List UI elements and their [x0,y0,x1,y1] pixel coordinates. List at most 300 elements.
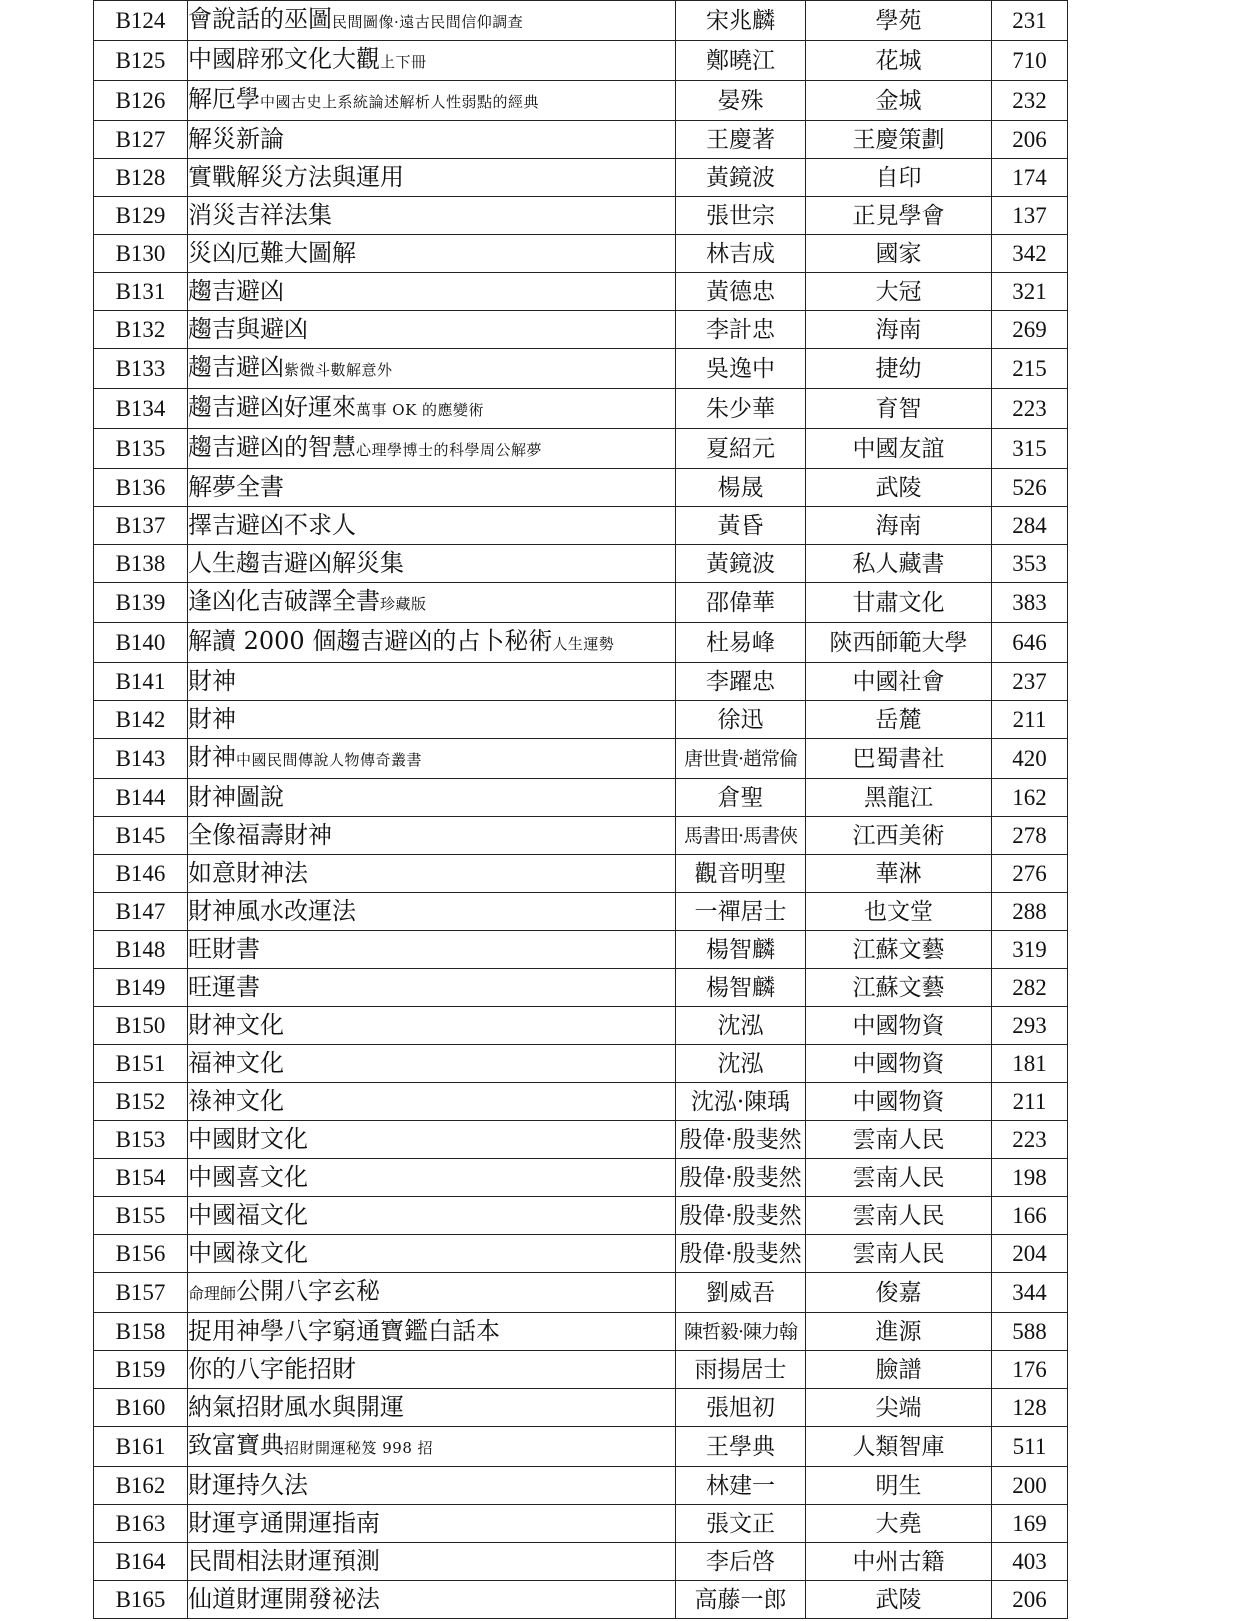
title-subtitle: 上下冊 [380,53,427,71]
publisher-cell-text: 學苑 [875,7,922,34]
code-cell [94,583,188,623]
pages-cell-text: 223 [1012,1126,1047,1152]
code-cell [94,931,188,969]
pages-cell [992,197,1068,235]
title-cell [188,429,676,469]
publisher-cell [806,1273,992,1313]
table-row [94,1505,1068,1543]
code-cell-text: B131 [115,278,166,304]
code-cell [94,739,188,779]
title-main: 趨吉避凶 [188,277,284,305]
pages-cell [992,1389,1068,1427]
publisher-cell-text: 雲南人民 [852,1126,945,1153]
title-main: 致富寶典 [188,1431,284,1459]
title-cell [188,1273,676,1313]
pages-cell [992,507,1068,545]
pages-cell-text: 200 [1012,1472,1047,1498]
publisher-cell [806,969,992,1007]
publisher-cell-text: 江西美術 [852,822,945,849]
table-row [94,1427,1068,1467]
author-cell [676,1235,806,1273]
pages-cell [992,469,1068,507]
table-row [94,1,1068,41]
title-main: 祿神文化 [188,1087,284,1115]
publisher-cell [806,507,992,545]
pages-cell [992,273,1068,311]
author-cell [676,41,806,81]
publisher-cell-text: 甘肅文化 [852,589,945,616]
book-list-body [94,1,1068,1619]
table-row [94,41,1068,81]
title-main: 中國喜文化 [188,1163,308,1191]
code-cell-text: B154 [115,1164,166,1190]
author-cell [676,1389,806,1427]
publisher-cell [806,817,992,855]
title-main: 中國財文化 [188,1125,308,1153]
pages-cell [992,931,1068,969]
pages-cell [992,739,1068,779]
title-subtitle: 招財開運秘笈 998 招 [284,1439,434,1457]
table-row [94,197,1068,235]
pages-cell-text: 319 [1012,936,1047,962]
code-cell-text: B162 [115,1472,166,1498]
table-row [94,1313,1068,1351]
title-main: 財神 [188,705,236,733]
title-cell [188,121,676,159]
table-row [94,1273,1068,1313]
pages-cell-text: 288 [1012,898,1047,924]
pages-cell [992,429,1068,469]
pages-cell-text: 344 [1012,1279,1047,1305]
title-cell [188,41,676,81]
table-row [94,1197,1068,1235]
pages-cell-text: 174 [1012,164,1047,190]
author-cell [676,469,806,507]
publisher-cell [806,1,992,41]
code-cell-text: B130 [115,240,166,266]
author-cell [676,779,806,817]
author-cell [676,931,806,969]
author-cell-text: 夏紹元 [706,435,775,462]
code-cell-text: B142 [115,706,166,732]
publisher-cell [806,469,992,507]
code-cell [94,1427,188,1467]
pages-cell-text: 232 [1012,87,1047,113]
publisher-cell [806,1389,992,1427]
pages-cell-text: 128 [1012,1394,1047,1420]
title-main: 解夢全書 [188,473,284,501]
pages-cell [992,623,1068,663]
code-cell [94,663,188,701]
publisher-cell-text: 捷幼 [875,355,922,382]
pages-cell [992,701,1068,739]
pages-cell [992,1351,1068,1389]
code-cell-text: B146 [115,860,166,886]
title-cell [188,1467,676,1505]
publisher-cell-text: 俊嘉 [875,1279,922,1306]
title-cell [188,349,676,389]
table-row [94,779,1068,817]
table-row [94,583,1068,623]
pages-cell-text: 198 [1012,1164,1047,1190]
publisher-cell [806,779,992,817]
author-cell-text: 李后啓 [706,1548,775,1575]
code-cell-text: B144 [115,784,166,810]
publisher-cell [806,311,992,349]
author-cell [676,273,806,311]
pages-cell-text: 383 [1012,589,1047,615]
author-cell-text: 晏殊 [717,87,764,114]
author-cell [676,663,806,701]
table-row [94,1159,1068,1197]
title-main: 全像福壽財神 [188,821,332,849]
pages-cell-text: 284 [1012,512,1047,538]
publisher-cell-text: 岳麓 [875,706,922,733]
title-cell [188,739,676,779]
table-row [94,311,1068,349]
publisher-cell [806,583,992,623]
publisher-cell [806,1159,992,1197]
code-cell-text: B149 [115,974,166,1000]
publisher-cell-text: 黑龍江 [864,784,933,811]
code-cell-text: B140 [115,629,166,655]
title-main: 趨吉避凶的智慧 [188,433,356,461]
code-cell-text: B161 [115,1433,166,1459]
author-cell [676,1467,806,1505]
publisher-cell [806,701,992,739]
publisher-cell [806,623,992,663]
pages-cell-text: 206 [1012,126,1047,152]
author-cell [676,1121,806,1159]
pages-cell [992,855,1068,893]
title-prefix: 命理師 [188,1284,237,1303]
pages-cell [992,1427,1068,1467]
title-cell [188,583,676,623]
pages-cell-text: 204 [1012,1240,1047,1266]
pages-cell [992,1083,1068,1121]
title-cell [188,507,676,545]
code-cell-text: B151 [115,1050,166,1076]
author-cell [676,817,806,855]
table-row [94,507,1068,545]
code-cell [94,855,188,893]
pages-cell [992,1,1068,41]
title-cell [188,1159,676,1197]
pages-cell-text: 181 [1012,1050,1047,1076]
author-cell [676,1543,806,1581]
pages-cell-text: 169 [1012,1510,1047,1536]
publisher-cell-text: 陝西師範大學 [829,629,968,656]
author-cell-text: 楊晟 [717,474,764,501]
publisher-cell [806,429,992,469]
code-cell [94,1045,188,1083]
code-cell [94,197,188,235]
publisher-cell-text: 雲南人民 [852,1240,945,1267]
pages-cell [992,969,1068,1007]
author-cell [676,893,806,931]
author-cell-text: 李計忠 [706,316,775,343]
code-cell-text: B125 [115,47,166,73]
publisher-cell [806,663,992,701]
pages-cell-text: 215 [1012,355,1047,381]
title-cell [188,969,676,1007]
title-subtitle: 中國民間傳說人物傳奇叢書 [236,751,423,769]
title-main: 會說話的巫圖 [188,5,332,33]
code-cell [94,81,188,121]
author-cell [676,1159,806,1197]
author-cell-text: 觀音明聖 [694,860,787,887]
publisher-cell [806,159,992,197]
code-cell-text: B157 [115,1279,166,1305]
pages-cell-text: 211 [1012,1088,1047,1114]
code-cell [94,349,188,389]
pages-cell [992,663,1068,701]
publisher-cell-text: 育智 [875,395,922,422]
code-cell [94,1121,188,1159]
table-row [94,159,1068,197]
code-cell [94,779,188,817]
author-cell-text: 唐世貴·趙常倫 [683,748,798,770]
title-cell [188,197,676,235]
pages-cell [992,159,1068,197]
table-row [94,623,1068,663]
table-row [94,235,1068,273]
publisher-cell-text: 金城 [875,87,922,114]
code-cell-text: B150 [115,1012,166,1038]
author-cell [676,197,806,235]
publisher-cell [806,273,992,311]
code-cell-text: B143 [115,745,166,771]
pages-cell-text: 420 [1012,745,1047,771]
title-main: 財神 [188,743,236,771]
table-row [94,1351,1068,1389]
title-cell [188,1197,676,1235]
code-cell [94,311,188,349]
pages-cell [992,1581,1068,1619]
code-cell-text: B135 [115,435,166,461]
title-main: 擇吉避凶不求人 [188,511,356,539]
pages-cell [992,1505,1068,1543]
code-cell [94,701,188,739]
publisher-cell [806,349,992,389]
title-cell [188,623,676,663]
author-cell-text: 鄭曉江 [706,47,775,74]
title-subtitle: 心理學博士的科學周公解夢 [356,441,543,459]
code-cell-text: B132 [115,316,166,342]
pages-cell [992,121,1068,159]
table-row [94,469,1068,507]
code-cell-text: B145 [115,822,166,848]
author-cell-text: 杜易峰 [706,629,775,656]
title-cell [188,159,676,197]
code-cell [94,1313,188,1351]
table-row [94,855,1068,893]
code-cell-text: B158 [115,1318,166,1344]
title-subtitle: 人生運勢 [552,635,615,653]
code-cell [94,969,188,1007]
pages-cell-text: 293 [1012,1012,1047,1038]
publisher-cell [806,931,992,969]
publisher-cell-text: 正見學會 [852,202,945,229]
pages-cell [992,235,1068,273]
author-cell-text: 高藤一郎 [694,1586,787,1613]
publisher-cell-text: 江蘇文藝 [852,936,945,963]
author-cell-text: 黃德忠 [706,278,775,305]
title-subtitle: 中國古史上系統論述解析人性弱點的經典 [260,93,540,111]
title-subtitle: 萬事 OK 的應變術 [356,401,485,419]
title-main: 福神文化 [188,1049,284,1077]
publisher-cell [806,739,992,779]
code-cell [94,1505,188,1543]
code-cell [94,469,188,507]
code-cell [94,41,188,81]
author-cell-text: 馬書田·馬書俠 [683,825,798,847]
code-cell [94,1467,188,1505]
code-cell-text: B152 [115,1088,166,1114]
title-cell [188,311,676,349]
code-cell [94,1351,188,1389]
code-cell [94,389,188,429]
title-cell [188,389,676,429]
author-cell-text: 殷偉·殷斐然 [679,1164,802,1191]
pages-cell-text: 276 [1012,860,1047,886]
title-cell [188,893,676,931]
code-cell-text: B156 [115,1240,166,1266]
title-main: 趨吉避凶 [188,353,284,381]
title-cell [188,81,676,121]
title-cell [188,855,676,893]
publisher-cell [806,1083,992,1121]
code-cell [94,1389,188,1427]
publisher-cell-text: 王慶策劃 [852,126,945,153]
code-cell-text: B141 [115,668,166,694]
publisher-cell [806,1505,992,1543]
table-row [94,701,1068,739]
author-cell [676,349,806,389]
publisher-cell-text: 大堯 [875,1510,922,1537]
publisher-cell [806,1581,992,1619]
pages-cell [992,1235,1068,1273]
author-cell [676,1197,806,1235]
table-row [94,81,1068,121]
pages-cell [992,1121,1068,1159]
author-cell [676,389,806,429]
pages-cell [992,41,1068,81]
publisher-cell [806,893,992,931]
publisher-cell-text: 中國物資 [852,1050,945,1077]
pages-cell-text: 511 [1012,1433,1047,1459]
code-cell [94,1083,188,1121]
author-cell-text: 殷偉·殷斐然 [679,1202,802,1229]
code-cell-text: B139 [115,589,166,615]
pages-cell [992,389,1068,429]
title-cell [188,235,676,273]
code-cell [94,1159,188,1197]
title-main: 財神風水改運法 [188,897,356,925]
pages-cell [992,583,1068,623]
author-cell [676,429,806,469]
pages-cell-text: 282 [1012,974,1047,1000]
publisher-cell [806,1197,992,1235]
code-cell-text: B133 [115,355,166,381]
author-cell [676,1313,806,1351]
publisher-cell [806,197,992,235]
title-subtitle: 珍藏版 [380,595,427,613]
table-row [94,1467,1068,1505]
title-cell [188,1351,676,1389]
title-cell [188,1389,676,1427]
pages-cell-text: 223 [1012,395,1047,421]
publisher-cell-text: 華淋 [875,860,922,887]
author-cell-text: 沈泓 [717,1050,764,1077]
author-cell [676,739,806,779]
title-main: 財神圖說 [188,783,284,811]
author-cell [676,1083,806,1121]
code-cell [94,273,188,311]
author-cell [676,507,806,545]
table-row [94,1007,1068,1045]
pages-cell-text: 176 [1012,1356,1047,1382]
pages-cell-text: 526 [1012,474,1047,500]
author-cell-text: 陳哲毅·陳力翰 [683,1321,798,1343]
title-main: 解厄學 [188,85,260,113]
title-cell [188,1427,676,1467]
pages-cell [992,349,1068,389]
title-main: 財運持久法 [188,1471,308,1499]
author-cell [676,1581,806,1619]
pages-cell [992,1313,1068,1351]
publisher-cell [806,235,992,273]
publisher-cell-text: 武陵 [875,474,922,501]
pages-cell-text: 710 [1012,47,1047,73]
table-row [94,817,1068,855]
publisher-cell-text: 海南 [875,316,922,343]
code-cell [94,121,188,159]
publisher-cell-text: 國家 [875,240,922,267]
table-row [94,1581,1068,1619]
code-cell [94,1273,188,1313]
title-main: 災凶厄難大圖解 [188,239,356,267]
publisher-cell [806,389,992,429]
author-cell [676,1273,806,1313]
title-main: 人生趨吉避凶解災集 [188,549,404,577]
code-cell-text: B134 [115,395,166,421]
author-cell-text: 林建一 [706,1472,775,1499]
author-cell [676,701,806,739]
book-list-table [93,0,1068,1619]
title-cell [188,663,676,701]
code-cell [94,159,188,197]
title-main: 財神文化 [188,1011,284,1039]
title-main: 民間相法財運預測 [188,1547,380,1575]
title-main: 公開八字玄秘 [236,1277,381,1305]
publisher-cell-text: 自印 [875,164,922,191]
pages-cell-text: 211 [1012,706,1047,732]
pages-cell-text: 278 [1012,822,1047,848]
pages-cell [992,817,1068,855]
author-cell [676,855,806,893]
code-cell [94,1235,188,1273]
pages-cell [992,1543,1068,1581]
author-cell [676,235,806,273]
pages-cell [992,545,1068,583]
title-cell [188,1083,676,1121]
table-row [94,545,1068,583]
title-cell [188,1121,676,1159]
title-cell [188,1313,676,1351]
code-cell [94,893,188,931]
publisher-cell [806,1351,992,1389]
